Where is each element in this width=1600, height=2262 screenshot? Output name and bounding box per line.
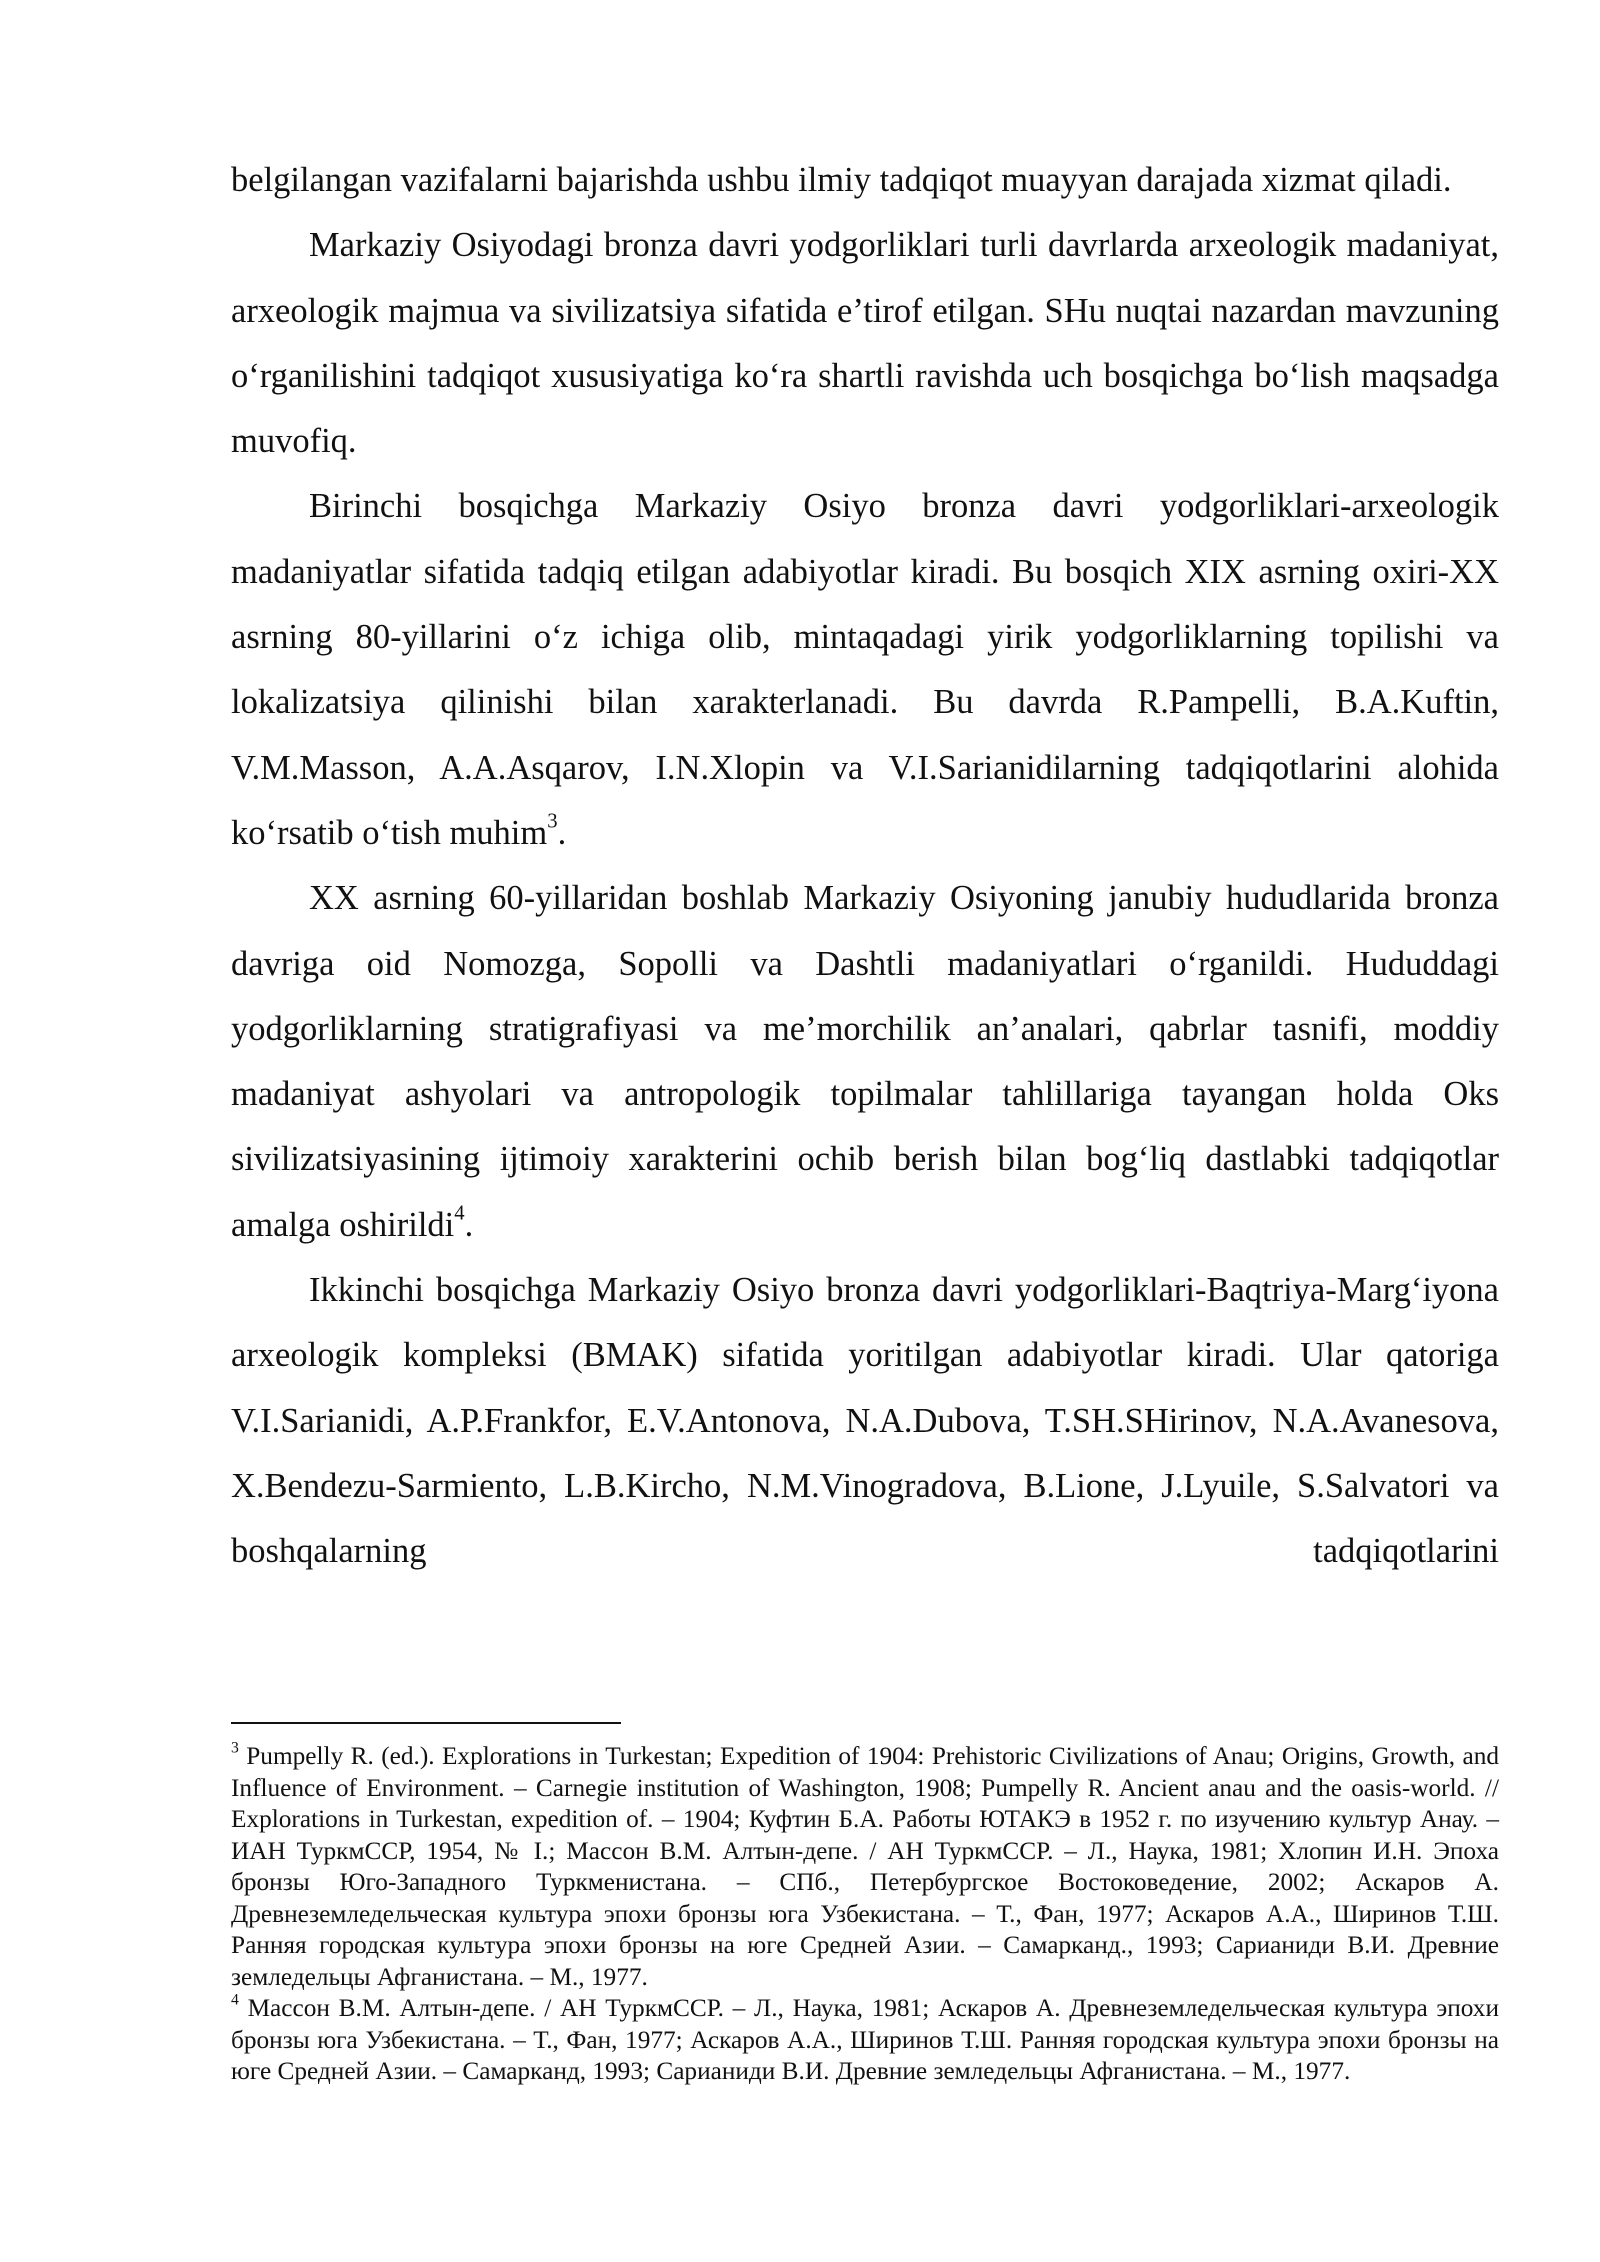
footnote-3 [231,1741,1499,1993]
footnote-ref-3[interactable]: 3 [547,810,558,833]
paragraph-sixties-research-text: XX asrning 60-yillaridan boshlab Markaziy Osiyoning janubiy hududlarida bronza davriga oid Nomozga, Sopolli va Dashtli madaniyatlari o‘rganildi. Hududdagi yodgorliklarning stratigrafiyasi va me’morchilik an’analari, qabrlar tasnifi, moddiy madaniyat ashyolari va antropologik topilmalar tahlillariga tayangan holda Oks sivilizatsiyasining ijtimoiy xarakterini ochib berish bilan bog‘liq dastlabki tadqiqotlar amalga oshirildi [231,879,1499,1244]
footnote-number-3: 3 [231,1739,239,1757]
paragraph-first-stage-end: . [557,813,567,852]
footnote-text-3: Pumpelly R. (ed.). Explorations in Turkestan; Expedition of 1904: Prehistoric Civilizations of Anau; Origins, Growth, and Influence of Environment. – Carnegie institution of Washington, 1908; Pumpelly R. Ancient anau and the oasis-world. // Explorations in Turkestan, expedition of. – 1904; Куфтин Б.А. Работы ЮТАКЭ в 1952 г. по изучению культур Анау. – ИАН ТуркмССР, 1954, № I.; Массон В.М. Алтын-депе. / АН ТуркмССР. – Л., Наука, 1981; Хлопин И.Н. Эпоха бронзы Юго-Западного Туркменистана. – СПб., Петербургское Востоковедение, 2002; Аскаров А. Древнеземледельческая культура эпохи бронзы юга Узбекистана. – Т., Фан, 1977; Аскаров А.А., Ширинов Т.Ш. Ранняя городская культура эпохи бронзы на юге Средней Азии. – Самарканд., 1993; Сарианиди В.И. Древние земледельцы Афганистана. – М., 1977. [231,1742,1499,1991]
document-body [231,148,1499,1585]
paragraph-sixties-research [231,866,1499,1258]
footnote-text-4: Массон В.М. Алтын-депе. / АН ТуркмССР. – Л., Наука, 1981; Аскаров А. Древнеземледельческая культура эпохи бронзы юга Узбекистана. – Т., Фан, 1977; Аскаров А.А., Ширинов Т.Ш. Ранняя городская культура эпохи бронзы на юге Средней Азии. – Самарканд, 1993; Сарианиди В.И. Древние земледельцы Афганистана. – М., 1977. [231,1994,1499,2085]
footnote-number-4: 4 [231,1991,239,2009]
paragraph-continuation: belgilangan vazifalarni bajarishda ushbu ilmiy tadqiqot muayyan darajada xizmat qiladi. [231,161,1452,199]
paragraph-second-stage: Ikkinchi bosqichga Markaziy Osiyo bronza davri yodgorliklari-Baqtriya-Marg‘iyona arxeologik kompleksi (BMAK) sifatida yoritilgan adabiyotlar kiradi. Ular qatoriga V.I.Sarianidi, A.P.Frankfor, E.V.Antonova, N.A.Dubova, T.SH.SHirinov, N.A.Avanesova, X.Bendezu-Sarmiento, L.B.Kircho, N.M.Vinogradova, B.Lione, J.Lyuile, S.Salvatori va boshqalarning tadqiqotlarini [231,1271,1499,1571]
paragraph-first-stage-text: Birinchi bosqichga Markaziy Osiyo bronza davri yodgorliklari-arxeologik madaniyatlar sifatida tadqiq etilgan adabiyotlar kiradi. Bu bosqich XIX asrning oxiri-XX asrning 80-yillarini o‘z ichiga olib, mintaqadagi yirik yodgorliklarning topilishi va lokalizatsiya qilinishi bilan xarakterlanadi. Bu davrda R.Pampelli, B.A.Kuftin, V.M.Masson, A.A.Asqarov, I.N.Xlopin va V.I.Sarianidilarning tadqiqotlarini alohida ko‘rsatib o‘tish muhim [231,487,1499,852]
footnote-separator [231,1722,621,1724]
footnotes-section [231,1741,1499,2088]
paragraph-research-stages: Markaziy Osiyodagi bronza davri yodgorliklari turli davrlarda arxeologik madaniyat, arxeologik majmua va sivilizatsiya sifatida e’tirof etilgan. SHu nuqtai nazardan mavzuning o‘rganilishini tadqiqot xususiyatiga ko‘ra shartli ravishda uch bosqichga bo‘lish maqsadga muvofiq. [231,226,1499,461]
paragraph-sixties-research-end: . [464,1205,474,1244]
footnote-ref-4[interactable]: 4 [454,1202,465,1225]
footnote-4 [231,1993,1499,2088]
paragraph-first-stage [231,474,1499,866]
